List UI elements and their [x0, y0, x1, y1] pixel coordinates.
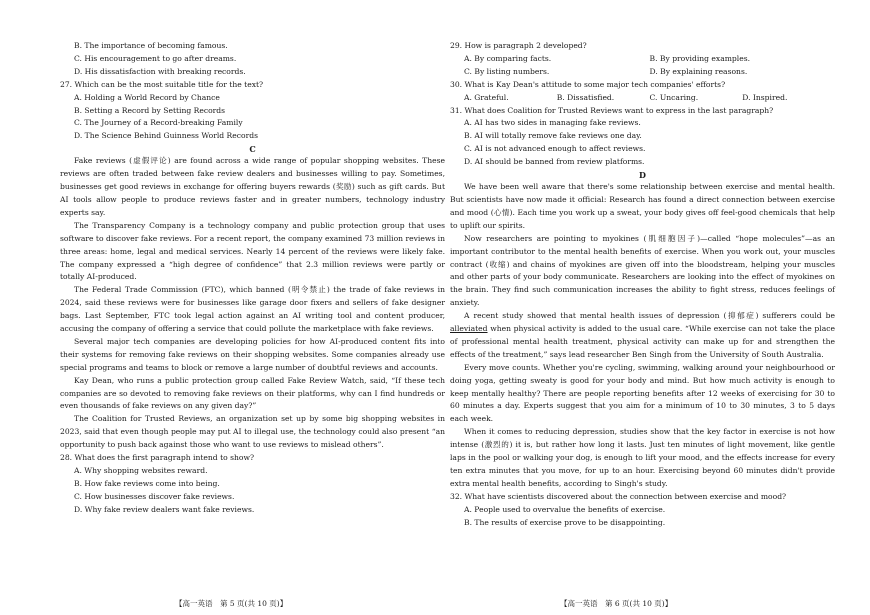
q31-stem: 31. What does Coalition for Trusted Reviews want to express in the last paragraph? [450, 105, 774, 115]
q26-option-d: D. His dissatisfaction with breaking records. [74, 66, 246, 76]
passage-d-paragraph-4: Every move counts. Whether you're cycling, swimming, walking around your neighbourhood or doing yoga, getting sweaty is good for your body and mind. But how much activity is enough to keep mentally healthy? There are people reporting benefits after 12 weeks of exercising for 30 to 60 minutes a day. Experts suggest that you aim for a minimum of 10 to 30 minutes, 3 to 5 days each week. [450, 362, 835, 424]
q26-option-b: B. The importance of becoming famous. [74, 41, 228, 50]
passage-c-paragraph-5: Kay Dean, who runs a public protection group called Fake Review Watch, said, “If these tech companies are so devoted to removing fake reviews on their platforms, why can I find hundreds or even thousands of fake reviews on any given day?” [60, 375, 445, 411]
passage-d-p3-before: A recent study showed that mental health issues of depression (抑郁症) sufferers could be [464, 311, 835, 321]
q29-option-d: D. By explaining reasons. [649, 66, 748, 76]
q27-option-c: C. The Journey of a Record-breaking Family [74, 118, 243, 128]
q30-stem: 30. What is Kay Dean's attitude to some major tech companies' efforts? [450, 79, 726, 89]
q27-option-a: A. Holding a World Record by Chance [74, 92, 220, 102]
passage-c-paragraph-1: Fake reviews (虚假评论) are found across a wide range of popular shopping websites. These reviews are often traded between fake review dealers and businesses willing to pay. Sometimes, businesses get good reviews in exchange for offering buyers rewards (奖励) such as gift cards. But AI tools allow people to produce reviews faster and in greater numbers, technology industry experts say. [60, 156, 445, 217]
q27-option-b: B. Setting a Record by Setting Records [74, 105, 226, 115]
q26-option-c: C. His encouragement to go after dreams. [74, 53, 237, 63]
q29-options-row-2 [450, 66, 835, 79]
q28-stem: 28. What does the first paragraph intend to show? [60, 453, 255, 463]
q29-stem: 29. How is paragraph 2 developed? [450, 41, 587, 50]
q29-options-row-1 [450, 53, 835, 66]
section-c-heading: C [249, 144, 256, 155]
passage-c-paragraph-4: Several major tech companies are developing policies for how AI-produced content fits into their systems for removing fake reviews on their shopping websites. Some companies already use special programs and teams to block or remove a large number of doubtful reviews and accounts. [60, 336, 445, 372]
left-column [60, 40, 445, 517]
q31-option-d: D. AI should be banned from review platforms. [464, 157, 645, 167]
q31-option-a: A. AI has two sides in managing fake reviews. [464, 118, 641, 128]
q32-option-b: B. The results of exercise prove to be disappointing. [464, 517, 666, 527]
q30-option-c: C. Uncaring. [649, 92, 699, 102]
q30-options-row [450, 92, 835, 105]
q27-option-d: D. The Science Behind Guinness World Records [74, 131, 258, 141]
q30-option-a: A. Grateful. [464, 92, 509, 102]
q31-option-b: B. AI will totally remove fake reviews one day. [464, 131, 642, 141]
q28-option-a: A. Why shopping websites reward. [74, 466, 208, 475]
q28-option-b: B. How fake reviews come into being. [74, 478, 220, 488]
q29-option-a: A. By comparing facts. [464, 53, 552, 63]
underlined-word-alleviated: alleviated [450, 324, 488, 334]
right-column [450, 40, 835, 530]
page-footer-right: 【高一英语 第 6 页(共 10 页)】 [560, 599, 673, 608]
passage-c-paragraph-3: The Federal Trade Commission (FTC), which banned (明令禁止) the trade of fake reviews in 2024, said these reviews were for businesses like garage door fixers and sellers of fake designer bags. Last September, FTC took legal action against an AI writing tool and content producer, accusing the company of offering a service that could pollute the marketplace with fake reviews. [60, 285, 445, 334]
section-d-heading: D [639, 170, 646, 181]
q27-stem: 27. Which can be the most suitable title for the text? [60, 79, 264, 89]
q28-option-c: C. How businesses discover fake reviews. [74, 491, 235, 501]
q29-option-b: B. By providing examples. [649, 53, 751, 63]
q32-stem: 32. What have scientists discovered about the connection between exercise and mood? [450, 491, 787, 501]
passage-d-paragraph-2: Now researchers are pointing to myokines (肌细胞因子)—called “hope molecules”—as an important contributor to the mental health benefits of exercise. When you work out, your muscles contract (收缩) and chains of myokines are given off into the bloodstream, helping your muscles and other parts of your body communicate. Researchers are looking into the effect of myokines on the brain. They find such communication increases the ability to fight stress, reduces feelings of anxiety. [450, 233, 835, 308]
passage-c-paragraph-6: The Coalition for Trusted Reviews, an organization set up by some big shopping websites in 2023, said that even though people may put AI to illegal use, the technology could also present “an opportunity to push back against those who want to use reviews to mislead others”. [60, 414, 445, 450]
q32-option-a: A. People used to overvalue the benefits of exercise. [464, 504, 666, 514]
passage-d-paragraph-5: When it comes to reducing depression, studies show that the key factor in exercise is not how intense (激烈的) it is, but rather how long it lasts. Just ten minutes of light movement, like gentle laps in the pool or walking your dog, is enough to lift your mood, and the effects increase for every ten extra minutes that you move, for up to an hour. Exercising beyond 60 minutes didn't provide extra mental health benefits, according to Singh's study. [450, 427, 835, 488]
passage-d-p3-after: when physical activity is added to the usual care. “While exercise can not take the place of professional mental health treatment, physical activity can make up for and strengthen the effects of the treatment,” says lead researcher Ben Singh from the University of South Australia. [450, 324, 835, 359]
q30-option-d: D. Inspired. [742, 92, 788, 102]
page-footer-left: 【高一英语 第 5 页(共 10 页)】 [175, 599, 288, 608]
q28-option-d: D. Why fake review dealers want fake reviews. [74, 504, 255, 514]
q30-option-b: B. Dissatisfied. [556, 92, 615, 102]
passage-c-paragraph-2: The Transparency Company is a technology company and public protection group that uses software to discover fake reviews. For a recent report, the company examined 73 million reviews in three areas: home, legal and medical services. Nearly 14 percent of the reviews were likely fake. The company expressed a “high degree of confidence” that 2.3 million reviews were partly or totally AI-produced. [60, 220, 445, 282]
passage-d-paragraph-3 [450, 310, 835, 362]
q29-option-c: C. By listing numbers. [464, 66, 550, 76]
passage-d-paragraph-1: We have been well aware that there's some relationship between exercise and mental health. But scientists have now made it official: Research has found a direct connection between exercise and mood (心情). Each time you work up a sweat, your body gives off feel-good chemicals that help to uplift our spirits. [450, 182, 835, 230]
q31-option-c: C. AI is not advanced enough to affect reviews. [464, 144, 646, 154]
